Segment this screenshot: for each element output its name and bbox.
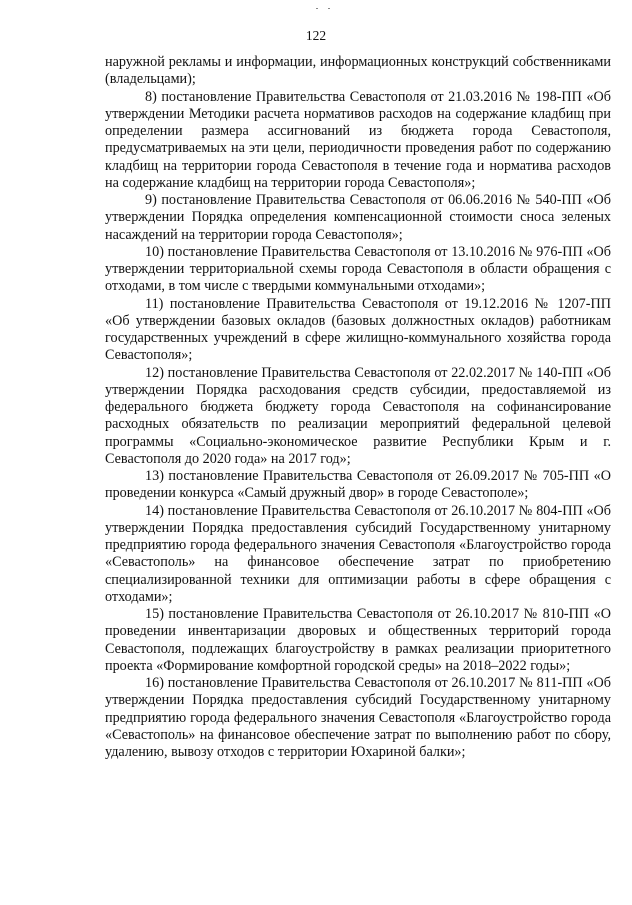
paragraph-item-16: 16) постановление Правительства Севастополя от 26.10.2017 № 811-ПП «Об утверждении Порядка предоставления субсидий Государственному унитарному предприятию города федерального значения Севастополя «Благоустройство города «Севастополь» на финансовое обеспечение затрат по выполнению работ по сбору, удалению, вывозу отходов с территории Юхариной балки»; (105, 675, 611, 760)
paragraph-continuation: наружной рекламы и информации, информационных конструкций собственниками (владельцами); (105, 54, 611, 88)
scan-artifact (316, 8, 318, 9)
scan-artifact (328, 8, 330, 9)
paragraph-item-11: 11) постановление Правительства Севастополя от 19.12.2016 № 1207-ПП «Об утверждении базовых окладов (базовых должностных окладов) работникам государственных учреждений в сфере жилищно-коммунального хозяйства города Севастополя»; (105, 295, 611, 364)
paragraph-item-15: 15) постановление Правительства Севастополя от 26.10.2017 № 810-ПП «О проведении инвентаризации дворовых и общественных территорий города Севастополя, подлежащих благоустройству в рамках реализации приоритетного проекта «Формирование комфортной городской среды» на 2018–2022 годы»; (105, 606, 611, 674)
paragraph-item-8: 8) постановление Правительства Севастополя от 21.03.2016 № 198-ПП «Об утверждении Методики расчета нормативов расходов на содержание кладбищ при определении размера ассигнований из бюджета города Севастополя, предусматриваемых на эти цели, периодичности проведения работ по содержанию кладбищ на территории города Севастополя в течение года и норматива расходов на содержание кладбищ на территории города Севастополя»; (105, 88, 611, 191)
document-body (105, 54, 611, 761)
paragraph-item-13: 13) постановление Правительства Севастополя от 26.09.2017 № 705-ПП «О проведении конкурса «Самый дружный двор» в городе Севастополе»; (105, 468, 611, 502)
page-number: 122 (305, 28, 327, 43)
paragraph-item-14: 14) постановление Правительства Севастополя от 26.10.2017 № 804-ПП «Об утверждении Порядка предоставления субсидий Государственному унитарному предприятию города федерального значения Севастополя «Благоустройство города «Севастополь» на финансовое обеспечение затрат по приобретению специализированной техники для оптимизации работы в сфере обращения с отходами»; (105, 502, 611, 605)
paragraph-item-10: 10) постановление Правительства Севастополя от 13.10.2016 № 976-ПП «Об утверждении территориальной схемы города Севастополя в области обращения с отходами, в том числе с твердыми коммунальными отходами»; (105, 243, 611, 295)
paragraph-item-12: 12) постановление Правительства Севастополя от 22.02.2017 № 140-ПП «Об утверждении Порядка расходования средств субсидии, предоставляемой из федерального бюджета бюджету города Севастополя на софинансирование расходных обязательств по реализации мероприятий федеральной целевой программы «Социально-экономическое развитие Республики Крым и г. Севастополя до 2020 года» на 2017 год»; (105, 364, 611, 467)
paragraph-item-9: 9) постановление Правительства Севастополя от 06.06.2016 № 540-ПП «Об утверждении Порядка определения компенсационной стоимости сноса зеленых насаждений на территории города Севастополя»; (105, 192, 611, 243)
